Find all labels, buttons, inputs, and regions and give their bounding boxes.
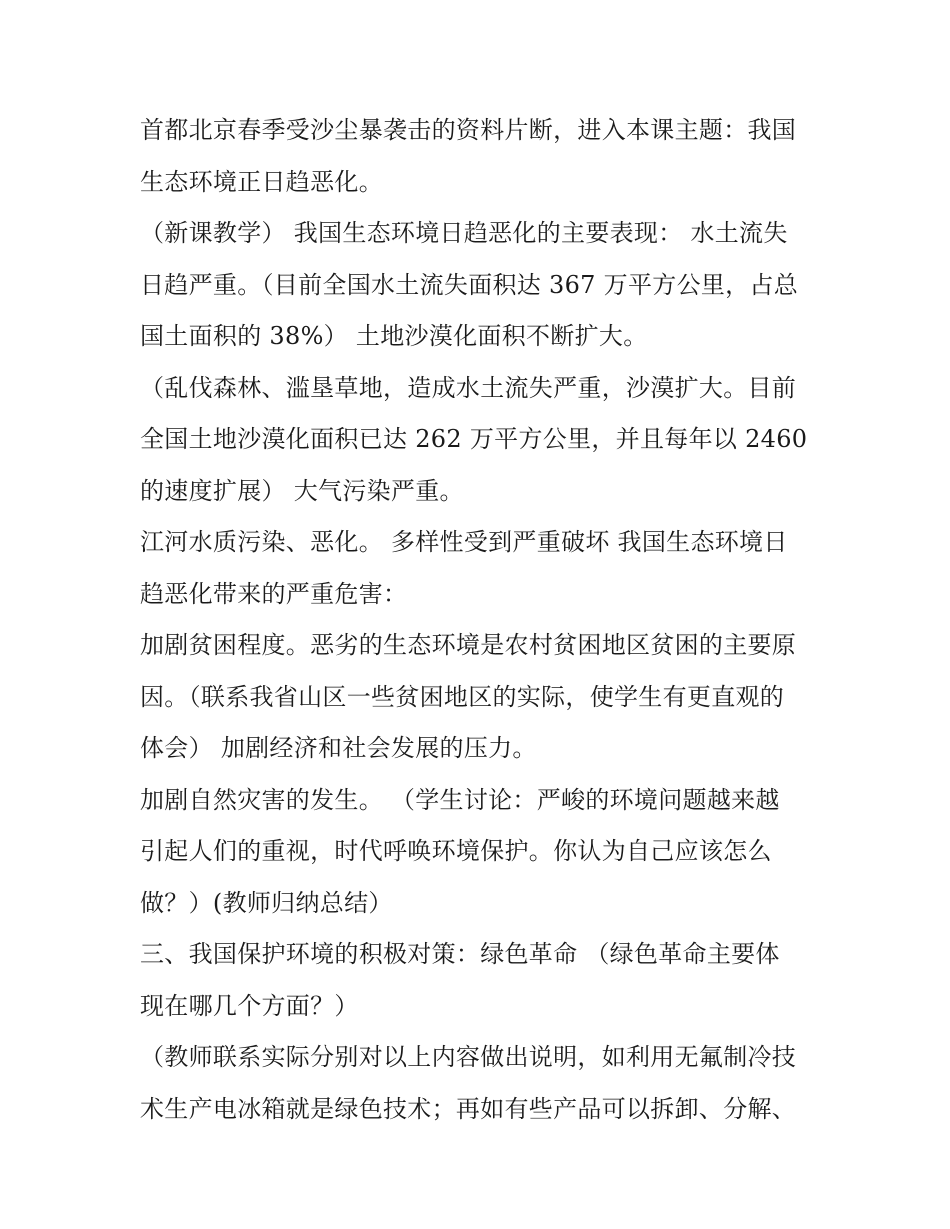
text-line: 全国土地沙漠化面积已达 262 万平方公里，并且每年以 2460 (140, 425, 808, 453)
text-line: （教师联系实际分别对以上内容做出说明，如利用无氟制冷技 (140, 1043, 797, 1071)
text-line: 做？）(教师归纳总结） (140, 888, 393, 917)
text-line: 国土面积的 38%） 土地沙漠化面积不断扩大。 (140, 322, 648, 350)
text-line: 体会） 加剧经济和社会发展的压力。 (140, 734, 537, 762)
text-line: 引起人们的重视，时代呼唤环境保护。你认为自己应该怎么 (140, 837, 772, 865)
text-line: （新课教学） 我国生态环境日趋恶化的主要表现： 水土流失 (140, 219, 788, 247)
text-line: 的速度扩展） 大气污染严重。 (140, 476, 464, 505)
text-line: 术生产电冰箱就是绿色技术；再如有些产品可以拆卸、分解、 (140, 1094, 797, 1123)
text-line: 首都北京春季受沙尘暴袭击的资料片断，进入本课主题：我国 (140, 116, 797, 144)
text-line: 加剧贫困程度。恶劣的生态环境是农村贫困地区贫困的主要原 (140, 631, 797, 659)
text-line: 趋恶化带来的严重危害： (140, 579, 408, 608)
text-line: 江河水质污染、恶化。 多样性受到严重破坏 我国生态环境日 (140, 528, 788, 556)
document-body (140, 105, 820, 1135)
text-line: 生态环境正日趋恶化。 (140, 167, 383, 196)
text-line: 现在哪几个方面？） (140, 991, 359, 1020)
text-line: 因。（联系我省山区一些贫困地区的实际，使学生有更直观的 (140, 682, 785, 711)
text-line: 三、我国保护环境的积极对策：绿色革命 （绿色革命主要体 (140, 940, 780, 968)
text-line: 加剧自然灾害的发生。 （学生讨论：严峻的环境问题越来越 (140, 785, 780, 814)
text-line: （乱伐森林、滥垦草地，造成水土流失严重，沙漠扩大。目前 (140, 373, 797, 402)
text-line: 日趋严重。（目前全国水土流失面积达 367 万平方公里，占总 (140, 270, 799, 299)
